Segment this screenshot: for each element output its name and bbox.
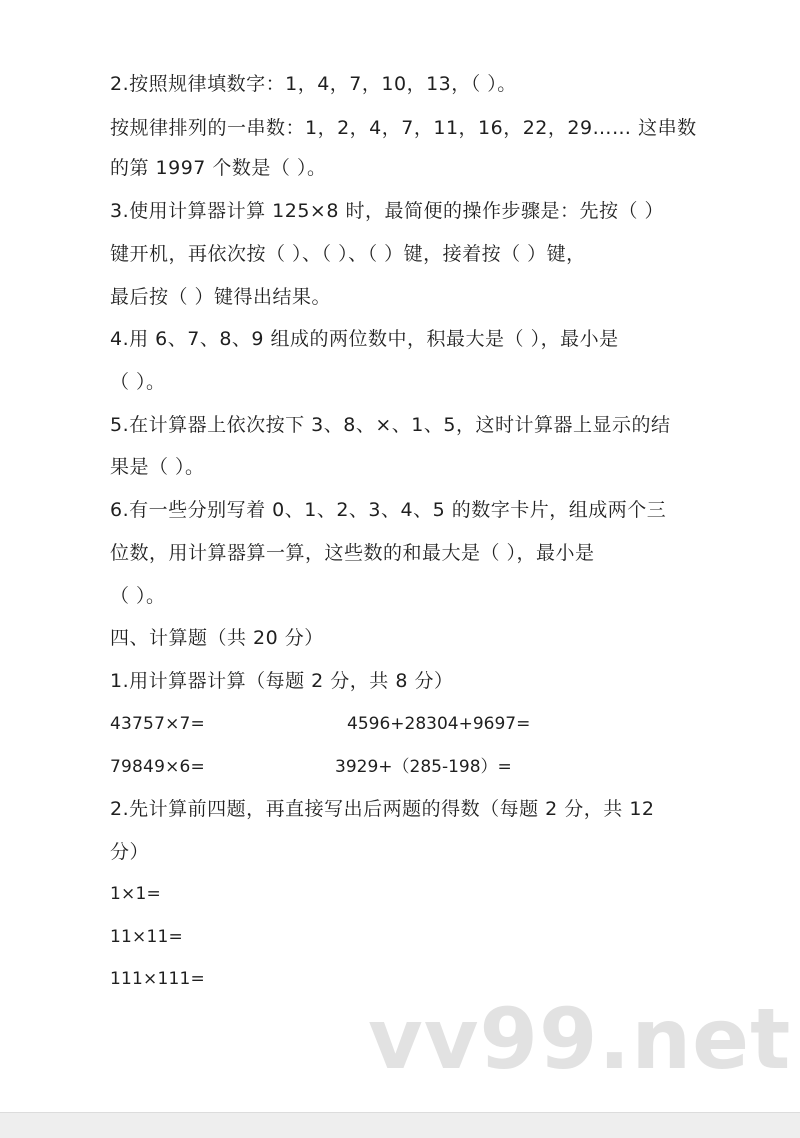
question-5-line-1: 5.在计算器上依次按下 3、8、×、1、5，这时计算器上显示的结 — [110, 414, 671, 436]
question-4-line-2: （ ）。 — [110, 371, 166, 393]
question-3-line-3: 最后按（ ）键得出结果。 — [110, 286, 332, 308]
question-6-line-3: （ ）。 — [110, 585, 166, 607]
product-item-3: 111×111= — [110, 969, 205, 989]
product-item-1: 1×1= — [110, 884, 161, 904]
question-6-line-2: 位数，用计算器算一算，这些数的和最大是（ ），最小是 — [110, 542, 595, 564]
question-6-line-1: 6.有一些分别写着 0、1、2、3、4、5 的数字卡片，组成两个三 — [110, 499, 667, 521]
section-heading-calculation: 四、计算题（共 20 分） — [110, 627, 324, 649]
question-2-series-line-2: 的第 1997 个数是（ ）。 — [110, 157, 327, 179]
calc-subheading-2-line-2: 分） — [110, 841, 150, 863]
question-3-line-1: 3.使用计算器计算 125×8 时，最简便的操作步骤是：先按（ ） — [110, 200, 665, 222]
question-5-line-2: 果是（ ）。 — [110, 456, 205, 478]
question-2-series-line-1: 按规律排列的一串数：1，2，4，7，11，16，22，29…… 这串数 — [110, 117, 697, 139]
product-item-2: 11×11= — [110, 927, 183, 947]
question-2-pattern: 2.按照规律填数字：1，4，7，10，13，（ ）。 — [110, 73, 517, 95]
question-3-line-2: 键开机，再依次按（ ）、（ ）、（ ）键，接着按（ ）键， — [110, 243, 586, 265]
calc-subheading-2-line-1: 2.先计算前四题，再直接写出后两题的得数（每题 2 分，共 12 — [110, 798, 655, 820]
calc-row-1-left: 43757×7= — [110, 714, 205, 734]
question-4-line-1: 4.用 6、7、8、9 组成的两位数中，积最大是（ ），最小是 — [110, 328, 619, 350]
watermark: vv99.net — [368, 990, 792, 1088]
viewer-bottom-edge — [0, 1112, 800, 1138]
calc-row-2-right: 3929+（285-198）= — [335, 757, 512, 777]
calc-row-2-left: 79849×6= — [110, 757, 205, 777]
calc-row-1-right: 4596+28304+9697= — [347, 714, 531, 734]
calc-subheading-1: 1.用计算器计算（每题 2 分，共 8 分） — [110, 670, 454, 692]
